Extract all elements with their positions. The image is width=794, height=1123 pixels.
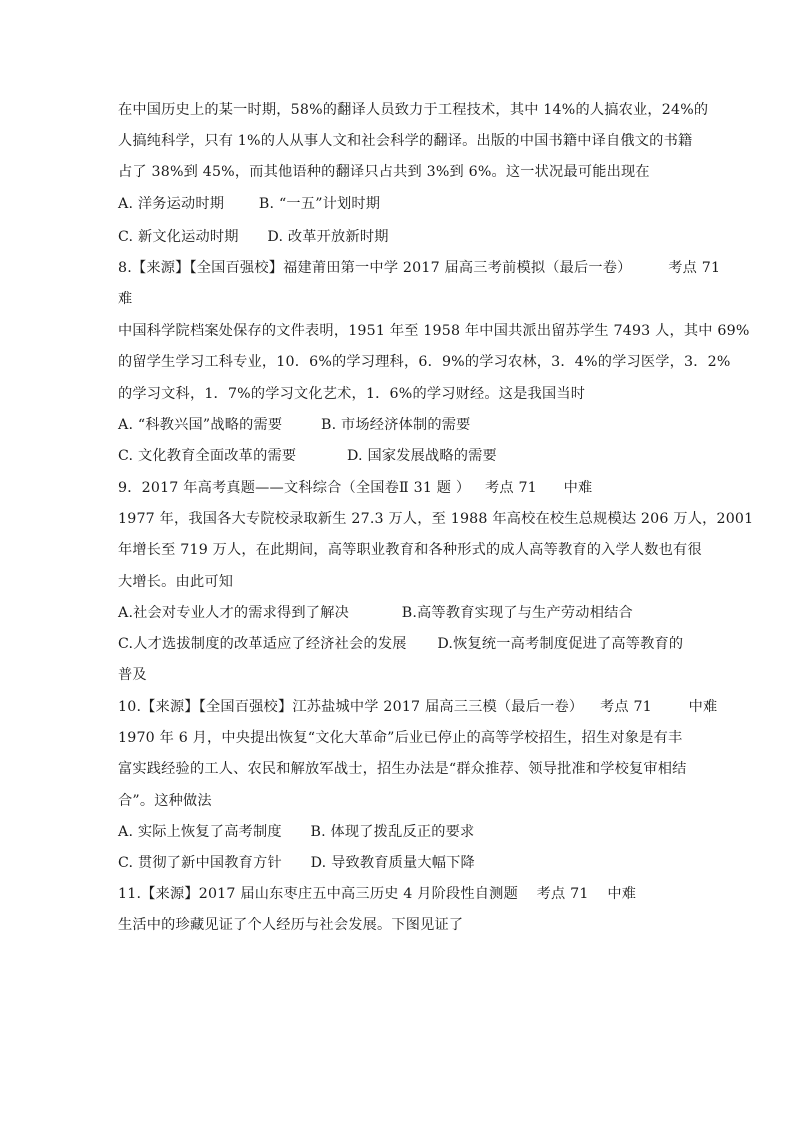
q9-stem-line-2: 年增长至 719 万人，在此期间，高等职业教育和各种形式的成人高等教育的入学人数也有很 (118, 542, 702, 558)
q9-kaodian: 考点 71 (484, 480, 537, 496)
q8-option-c: C. 文化教育全面改革的需要 (118, 448, 297, 464)
q11-header (118, 884, 636, 904)
q9-options-row-2 (118, 634, 683, 654)
q9-option-a: A.社会对专业人才的需求得到了解决 (118, 605, 349, 621)
q10-option-c: C. 贯彻了新中国教育方针 (118, 855, 282, 871)
q7-option-a: A. 洋务运动时期 (118, 196, 225, 212)
q8-options-row-1 (118, 415, 471, 435)
q10-option-b: B. 体现了拨乱反正的要求 (310, 824, 475, 840)
q10-source: 10.【来源】【全国百强校】江苏盐城中学 2017 届高三三模（最后一卷） (118, 699, 584, 715)
q9-stem-line-1: 1977 年，我国各大专院校录取新生 27.3 万人，至 1988 年高校在校生总规模达 206 万人，2001 (118, 511, 754, 527)
q10-options-row-1 (118, 822, 474, 842)
q10-options-row-2 (118, 853, 475, 873)
q9-option-c: C.人才选拔制度的改革适应了经济社会的发展 (118, 636, 407, 652)
q7-options-row-2 (118, 227, 389, 247)
q9-difficulty: 中难 (563, 480, 593, 496)
q8-option-a: A. “科教兴国”战略的需要 (118, 417, 283, 433)
q10-stem-line-3: 合”。这种做法 (118, 793, 212, 809)
q10-option-d: D. 导致教育质量大幅下降 (310, 855, 475, 871)
q7-options-row-1 (118, 194, 380, 214)
q10-difficulty: 中难 (688, 699, 718, 715)
q8-source: 8.【来源】【全国百强校】福建莆田第一中学 2017 届高三考前模拟（最后一卷） (118, 260, 632, 276)
q8-options-row-2 (118, 446, 497, 466)
q8-difficulty: 难 (118, 291, 133, 307)
q11-stem-line-1: 生活中的珍藏见证了个人经历与社会发展。下图见证了 (118, 917, 464, 933)
q10-header (118, 697, 717, 717)
q9-stem-line-3: 大增长。由此可知 (118, 574, 234, 590)
q9-option-d: D.恢复统一高考制度促进了高等教育的 (437, 636, 684, 652)
q8-option-d: D. 国家发展战略的需要 (346, 448, 497, 464)
q10-kaodian: 考点 71 (599, 699, 652, 715)
q8-stem-line-2: 的留学生学习工科专业，10．6%的学习理科，6．9%的学习农林，3．4%的学习医学，3．2% (118, 354, 731, 370)
q8-kaodian: 考点 71 (668, 260, 721, 276)
q9-header (118, 478, 592, 498)
q11-source: 11.【来源】2017 届山东枣庄五中高三历史 4 月阶段性自测题 (118, 886, 518, 902)
q7-stem-line-3: 占了 38%到 45%，而其他语种的翻译只占共到 3%到 6%。这一状况最可能出现在 (118, 164, 650, 180)
q8-stem-line-1: 中国科学院档案处保存的文件表明，1951 年至 1958 年中国共派出留苏学生 7493 人，其中 69% (118, 323, 750, 339)
q8-header (118, 258, 720, 278)
q11-kaodian: 考点 71 (536, 886, 589, 902)
q8-option-b: B. 市场经济体制的需要 (320, 417, 471, 433)
q7-option-c: C. 新文化运动时期 (118, 229, 239, 245)
q7-option-d: D. 改革开放新时期 (267, 229, 389, 245)
q10-stem-line-2: 富实践经验的工人、农民和解放军战士，招生办法是“群众推荐、领导批准和学校复审相结 (118, 761, 687, 777)
q10-stem-line-1: 1970 年 6 月，中央提出恢复“文化大革命”后业已停止的高等学校招生，招生对象是有丰 (118, 730, 683, 746)
q10-option-a: A. 实际上恢复了高考制度 (118, 824, 282, 840)
q9-option-b: B.高等教育实现了与生产劳动相结合 (401, 605, 633, 621)
q8-stem-line-3: 的学习文科，1．7%的学习文化艺术，1．6%的学习财经。这是我国当时 (118, 386, 586, 402)
q9-option-d-continued: 普及 (118, 667, 147, 683)
q7-stem-line-2: 人搞纯科学，只有 1%的人从事人文和社会科学的翻译。出版的中国书籍中译自俄文的书籍 (118, 133, 693, 149)
q7-stem-line-1: 在中国历史上的某一时期，58%的翻译人员致力于工程技术，其中 14%的人搞农业，24%的 (118, 102, 709, 118)
q11-difficulty: 中难 (607, 886, 637, 902)
q9-source: 9．2017 年高考真题——文科综合（全国卷Ⅱ 31 题 ） (118, 480, 471, 496)
q7-option-b: B. “一五”计划时期 (258, 196, 381, 212)
q9-options-row-1 (118, 603, 633, 623)
